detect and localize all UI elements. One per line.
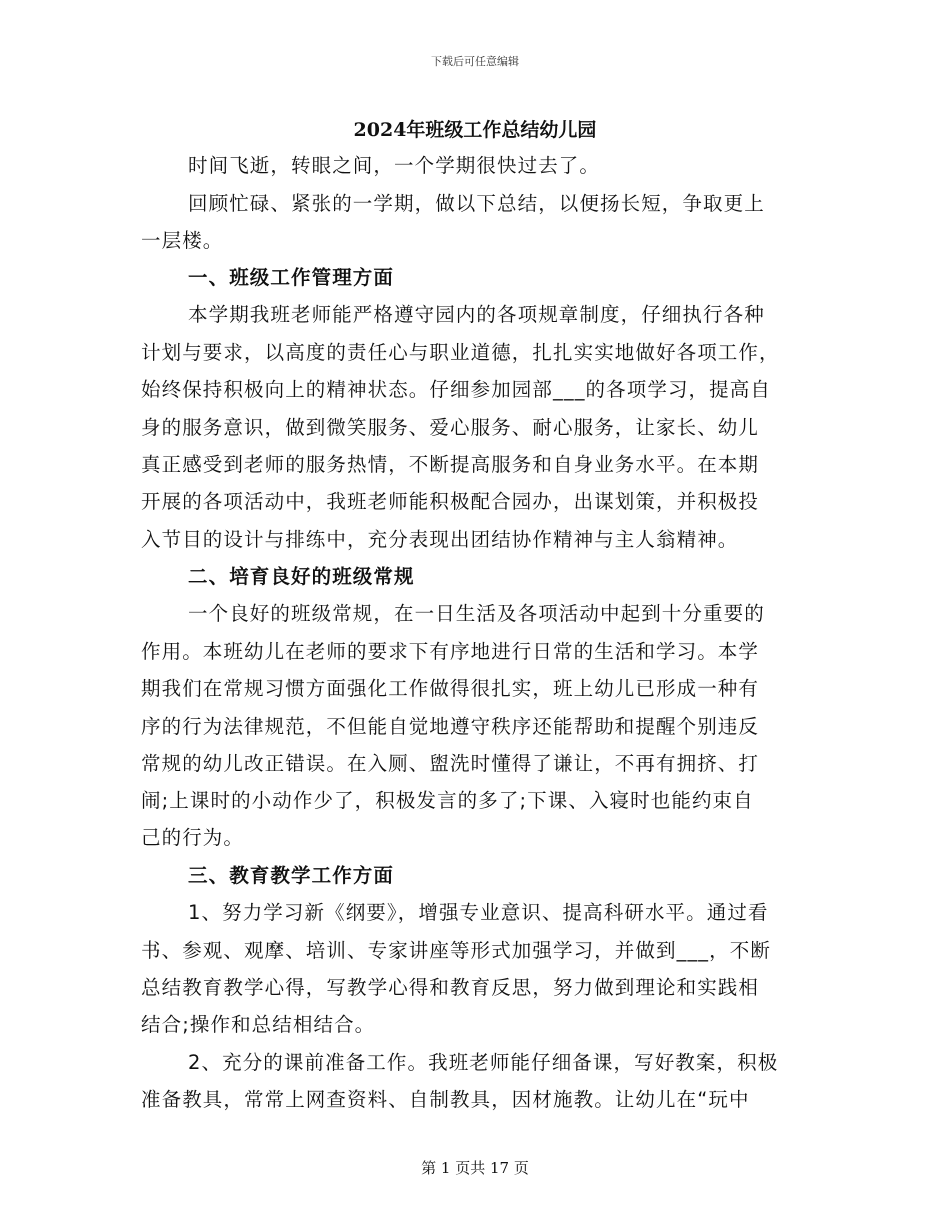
- paragraph-line: 闹;上课时的小动作少了，积极发言的多了;下课、入寝时也能约束自: [141, 789, 754, 812]
- paragraph-line: 始终保持积极向上的精神状态。仔细参加园部___的各项学习，提高自: [141, 378, 771, 401]
- paragraph-line: 准备教具，常常上网查资料、自制教具，因材施教。让幼儿在“玩中: [141, 1088, 750, 1111]
- paragraph-line: 时间飞逝，转眼之间，一个学期很快过去了。: [188, 154, 601, 177]
- paragraph-line: 回顾忙碌、紧张的一学期，做以下总结，以便扬长短，争取更上: [188, 192, 765, 215]
- paragraph-line: 一层楼。: [141, 229, 224, 252]
- header-note: 下载后可任意编辑: [431, 55, 519, 68]
- paragraph-line: 计划与要求，以高度的责任心与职业道德，扎扎实实地做好各项工作，: [141, 341, 780, 364]
- paragraph-line: 身的服务意识，做到微笑服务、爱心服务、耐心服务，让家长、幼儿: [141, 416, 760, 439]
- paragraph-line: 期我们在常规习惯方面强化工作做得很扎实，班上幼儿已形成一种有: [141, 677, 760, 700]
- page-footer: 第 1 页共 17 页: [421, 1159, 529, 1177]
- paragraph-line: 入节目的设计与排练中，充分表现出团结协作精神与主人翁精神。: [141, 528, 739, 551]
- paragraph-line: 序的行为法律规范，不但能自觉地遵守秩序还能帮助和提醒个别违反: [141, 715, 760, 738]
- paragraph-line: 2、充分的课前准备工作。我班老师能仔细备课，写好教案，积极: [188, 1051, 779, 1074]
- section-heading: 一、班级工作管理方面: [188, 266, 395, 289]
- paragraph-line: 一个良好的班级常规，在一日生活及各项活动中起到十分重要的: [188, 602, 765, 625]
- section-heading: 三、教育教学工作方面: [188, 864, 395, 887]
- paragraph-line: 作用。本班幼儿在老师的要求下有序地进行日常的生活和学习。本学: [141, 640, 760, 663]
- paragraph-line: 开展的各项活动中，我班老师能积极配合园办，出谋划策，并积极投: [141, 490, 760, 513]
- paragraph-line: 本学期我班老师能严格遵守园内的各项规章制度，仔细执行各种: [188, 303, 765, 326]
- paragraph-line: 1、努力学习新《纲要》，增强专业意识、提高科研水平。通过看: [188, 901, 769, 924]
- paragraph-line: 结合;操作和总结相结合。: [141, 1013, 376, 1036]
- paragraph-line: 己的行为。: [141, 826, 245, 849]
- section-heading: 二、培育良好的班级常规: [188, 565, 415, 588]
- paragraph-line: 总结教育教学心得，写教学心得和教育反思，努力做到理论和实践相: [141, 976, 760, 999]
- document-title: 2024年班级工作总结幼儿园: [353, 119, 597, 141]
- paragraph-line: 书、参观、观摩、培训、专家讲座等形式加强学习，并做到___，不断: [141, 939, 771, 962]
- paragraph-line: 真正感受到老师的服务热情，不断提高服务和自身业务水平。在本期: [141, 453, 760, 476]
- paragraph-line: 常规的幼儿改正错误。在入厕、盥洗时懂得了谦让，不再有拥挤、打: [141, 752, 760, 775]
